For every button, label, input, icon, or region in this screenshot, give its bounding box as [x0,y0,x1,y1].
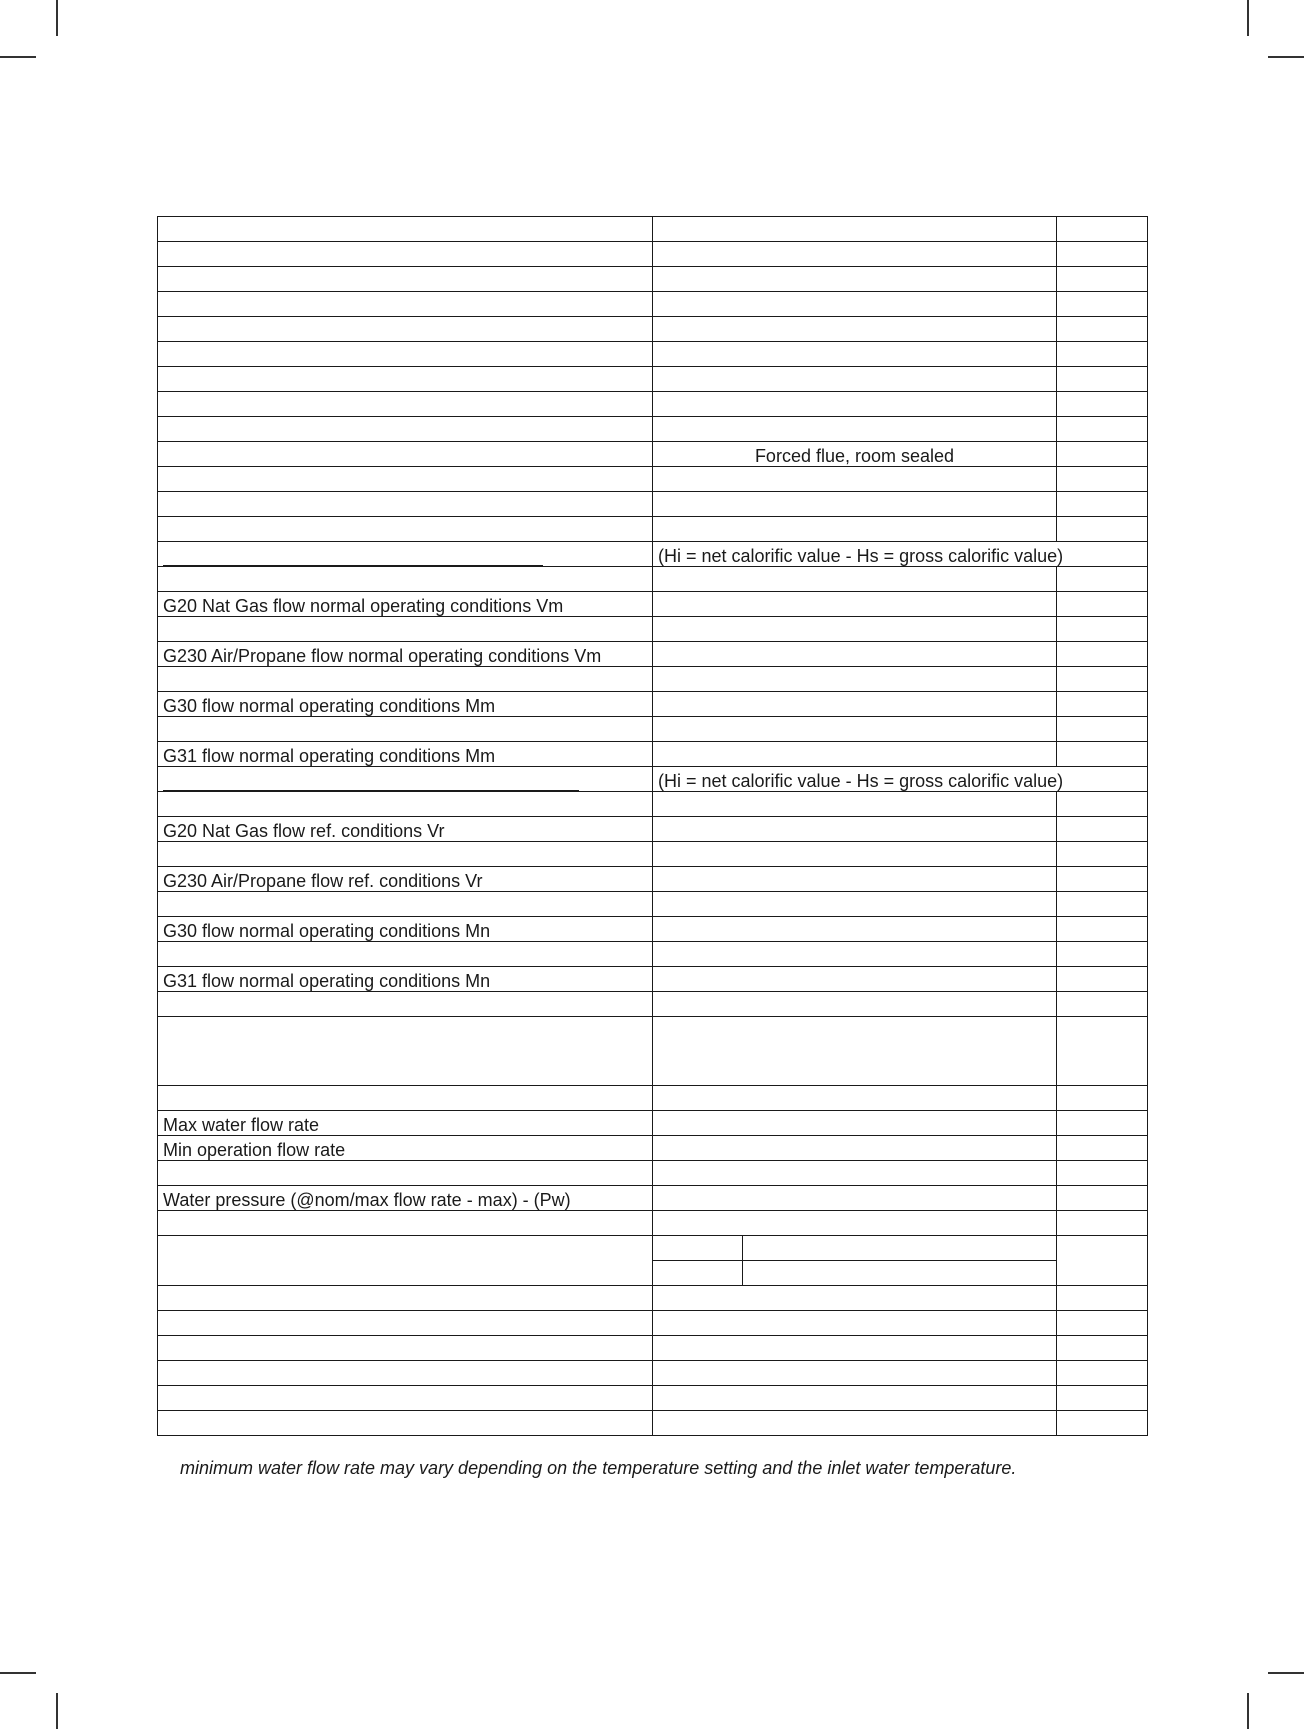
table-cell [1057,217,1148,242]
table-cell [158,242,653,267]
table-cell [1057,867,1148,892]
table-cell [653,1111,1057,1136]
table-cell [158,1411,653,1436]
table-cell [158,467,653,492]
table-cell [158,517,653,542]
table-cell [653,967,1057,992]
table-cell [158,1361,653,1386]
calorific-note: (Hi = net calorific value - Hs = gross calorific value) [653,767,1148,792]
table-row [158,717,1148,742]
table-cell [1057,1161,1148,1186]
table-cell [1057,392,1148,417]
table-row [158,592,1148,617]
table-row [158,217,1148,242]
table-cell [1057,1136,1148,1161]
table-cell [158,567,653,592]
table-cell [1057,917,1148,942]
table-cell [653,842,1057,867]
technical-data-table [157,216,1148,1436]
table-cell [1057,317,1148,342]
split-subcell [653,1236,743,1261]
table-cell [1057,1236,1148,1286]
table-row [158,1186,1148,1211]
table-row [158,817,1148,842]
table-cell [158,1161,653,1186]
section-header-cell [158,542,653,567]
g31-mn-label: G31 flow normal operating conditions Mn [158,967,653,992]
table-cell [653,392,1057,417]
table-cell [1057,1361,1148,1386]
table-cell [158,442,653,467]
table-row [158,667,1148,692]
table-cell [1057,1411,1148,1436]
table-cell [653,892,1057,917]
table-cell [1057,467,1148,492]
table-row [158,942,1148,967]
g230-vm-label: G230 Air/Propane flow normal operating conditions Vm [158,642,653,667]
split-subtable [653,1236,1056,1285]
table-cell [158,317,653,342]
table-row [158,1361,1148,1386]
table-cell [653,867,1057,892]
table-cell [653,267,1057,292]
crop-mark-bottom-right-vertical [1247,1693,1249,1729]
calorific-note: (Hi = net calorific value - Hs = gross calorific value) [653,542,1148,567]
table-cell [1057,842,1148,867]
table-cell [158,892,653,917]
table-cell [158,217,653,242]
table-row [158,492,1148,517]
split-subcell [653,1261,743,1286]
table-cell [653,1336,1057,1361]
crop-mark-top-right-horizontal [1268,56,1304,58]
table-cell [653,642,1057,667]
table-cell [1057,417,1148,442]
table-row [158,967,1148,992]
table-cell [1057,267,1148,292]
table-row [158,1161,1148,1186]
table-cell [653,242,1057,267]
table-row [158,1311,1148,1336]
table-row [158,1136,1148,1161]
table-cell [653,667,1057,692]
g30-mm-label: G30 flow normal operating conditions Mm [158,692,653,717]
g20-vr-label: G20 Nat Gas flow ref. conditions Vr [158,817,653,842]
table-cell [158,1236,653,1286]
table-cell [1057,567,1148,592]
table-cell [1057,1211,1148,1236]
section-header-cell [158,767,653,792]
table-cell [158,1211,653,1236]
table-cell [158,942,653,967]
table-row [158,767,1148,792]
table-cell [1057,1111,1148,1136]
split-subrow [653,1236,1056,1261]
table-cell [158,417,653,442]
crop-mark-top-left-vertical [56,0,58,36]
table-cell [1057,742,1148,767]
forced-flue-value: Forced flue, room sealed [653,442,1057,467]
table-cell [1057,1086,1148,1111]
water-pressure-label: Water pressure (@nom/max flow rate - max) - (Pw) [158,1186,653,1211]
table-cell [1057,942,1148,967]
min-operation-flow-label: Min operation flow rate [158,1136,653,1161]
table-cell [1057,642,1148,667]
table-cell [1057,1386,1148,1411]
table-cell [1057,1186,1148,1211]
table-cell [653,317,1057,342]
section-underline [163,776,579,791]
table-cell [653,717,1057,742]
table-cell [653,567,1057,592]
table-cell [1057,367,1148,392]
split-subcell [743,1236,1057,1261]
table-cell [158,492,653,517]
table-cell [1057,1311,1148,1336]
table-row [158,392,1148,417]
table-row [158,1017,1148,1086]
table-cell [653,1017,1057,1086]
table-cell [653,742,1057,767]
crop-mark-bottom-left-horizontal [0,1672,36,1674]
table-cell [653,517,1057,542]
table-row [158,417,1148,442]
table-cell [158,367,653,392]
table-row [158,467,1148,492]
table-row [158,617,1148,642]
g30-mn-label: G30 flow normal operating conditions Mn [158,917,653,942]
table-cell [158,717,653,742]
table-cell [158,292,653,317]
table-row [158,242,1148,267]
table-row [158,442,1148,467]
table-row [158,542,1148,567]
g20-vm-label: G20 Nat Gas flow normal operating conditions Vm [158,592,653,617]
table-row [158,642,1148,667]
table-cell [1057,342,1148,367]
table-cell [1057,242,1148,267]
table-row [158,1336,1148,1361]
table-cell [653,342,1057,367]
table-cell [158,842,653,867]
table-row [158,1086,1148,1111]
table-row [158,692,1148,717]
table-cell [1057,967,1148,992]
table-cell [653,1386,1057,1411]
table-cell [158,1017,653,1086]
table-cell [158,267,653,292]
table-row [158,867,1148,892]
table-row [158,742,1148,767]
table-cell [158,1086,653,1111]
table-row [158,367,1148,392]
table-cell [1057,517,1148,542]
split-subrow [653,1261,1056,1286]
split-subcell [743,1261,1057,1286]
table-cell [158,617,653,642]
table-row [158,1111,1148,1136]
table-cell [158,1311,653,1336]
table-cell [653,467,1057,492]
table-cell [1057,692,1148,717]
table-cell [1057,667,1148,692]
g230-vr-label: G230 Air/Propane flow ref. conditions Vr [158,867,653,892]
max-water-flow-label: Max water flow rate [158,1111,653,1136]
table-row [158,1286,1148,1311]
table-cell [1057,492,1148,517]
crop-mark-bottom-right-horizontal [1268,1672,1304,1674]
table-row [158,1236,1148,1286]
table-row [158,567,1148,592]
table-cell [1057,442,1148,467]
table-cell [653,1186,1057,1211]
table-row [158,517,1148,542]
table-cell [1057,892,1148,917]
crop-mark-bottom-left-vertical [56,1693,58,1729]
table-cell [158,1336,653,1361]
table-cell [158,667,653,692]
table-cell [1057,1017,1148,1086]
table-cell [653,1086,1057,1111]
table-row [158,292,1148,317]
table-cell [653,617,1057,642]
table-cell [1057,792,1148,817]
table-row [158,992,1148,1017]
table-row [158,917,1148,942]
table-cell [653,1136,1057,1161]
table-cell [653,942,1057,967]
table-cell [653,917,1057,942]
table-cell [158,992,653,1017]
g31-mm-label: G31 flow normal operating conditions Mm [158,742,653,767]
table-cell [653,1411,1057,1436]
table-cell [653,367,1057,392]
section-underline [163,551,543,566]
table-cell [1057,817,1148,842]
table-row [158,842,1148,867]
table-cell [1057,717,1148,742]
table-cell [653,792,1057,817]
table-row [158,792,1148,817]
table-cell [1057,1286,1148,1311]
table-cell [653,592,1057,617]
table-cell [158,1286,653,1311]
table-cell [653,217,1057,242]
table-row [158,342,1148,367]
table-row [158,267,1148,292]
table-row [158,1411,1148,1436]
table-cell [653,492,1057,517]
table-row [158,1386,1148,1411]
table-cell [1057,992,1148,1017]
table-cell [158,792,653,817]
table-cell [653,992,1057,1017]
table-row [158,317,1148,342]
table-cell [653,1161,1057,1186]
footnote: minimum water flow rate may vary depending on the temperature setting and the inlet water temperature. [180,1458,1017,1478]
crop-mark-top-left-horizontal [0,56,36,58]
table-row [158,892,1148,917]
table-cell [158,342,653,367]
table-cell [158,1386,653,1411]
table-cell [1057,617,1148,642]
crop-mark-top-right-vertical [1247,0,1249,36]
split-cell [653,1236,1057,1286]
table-cell [653,1311,1057,1336]
table-cell [653,417,1057,442]
table-cell [1057,292,1148,317]
table-cell [653,692,1057,717]
table-cell [1057,592,1148,617]
table-cell [653,1361,1057,1386]
table-row [158,1211,1148,1236]
table-cell [653,1286,1057,1311]
table-cell [653,292,1057,317]
table-cell [653,817,1057,842]
table-cell [158,392,653,417]
table-cell [1057,1336,1148,1361]
table-cell [653,1211,1057,1236]
